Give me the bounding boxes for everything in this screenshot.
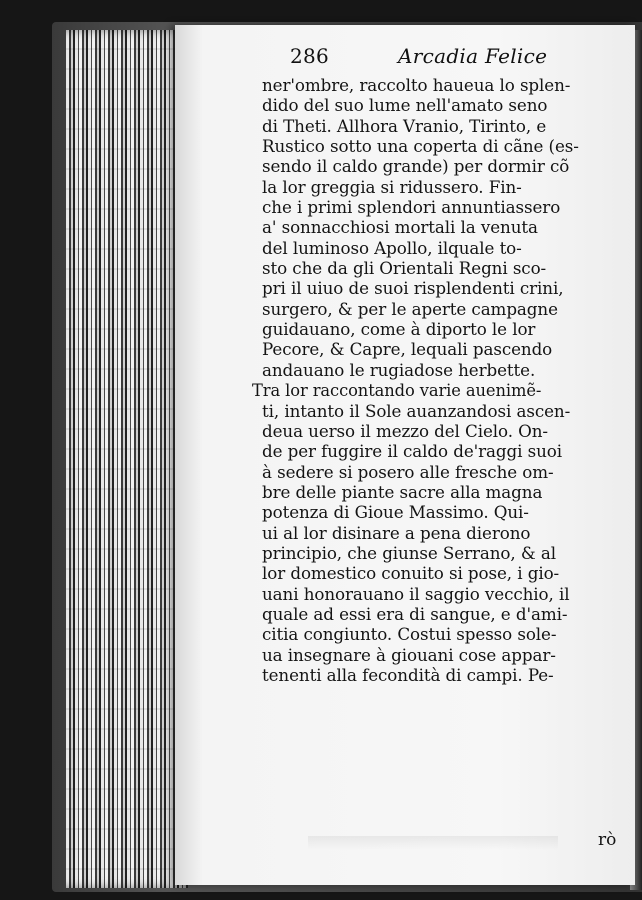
text-line: citia congiunto. Costui spesso sole-: [262, 625, 557, 646]
text-line: de per fuggire il caldo de'raggi suoi: [262, 442, 562, 463]
text-line: ui al lor disinare a pena dierono: [262, 523, 531, 544]
ink-bleed: [308, 836, 558, 850]
text-line: Tra lor raccontando varie auenimẽ-: [252, 381, 542, 402]
page-number: 286: [290, 44, 330, 68]
text-line: deua uerso il mezzo del Cielo. On-: [262, 421, 548, 442]
text-line: ner'ombre, raccolto haueua lo splen-: [262, 76, 571, 96]
text-line: Pecore, & Capre, lequali pascendo: [262, 340, 553, 361]
text-line: quale ad essi era di sangue, e d'ami-: [262, 604, 568, 625]
text-line: bre delle piante sacre alla magna: [262, 482, 543, 503]
text-line: ti, intanto il Sole auanzandosi ascen-: [262, 401, 571, 422]
text-line: lor domestico conuito si pose, i gio-: [262, 564, 560, 585]
text-line: principio, che giunse Serrano, & al: [262, 543, 556, 564]
text-line: ua insegnare à giouani cose appar-: [262, 645, 556, 666]
running-title: Arcadia Felice: [398, 44, 548, 68]
text-line: potenza di Gioue Massimo. Qui-: [262, 503, 529, 524]
text-line: che i primi splendori annuntiassero: [262, 198, 561, 219]
text-line: la lor greggia si ridussero. Fin-: [262, 177, 522, 198]
page-header: [290, 44, 620, 74]
text-line: a' sonnacchiosi mortali la venuta: [262, 218, 538, 239]
text-line: à sedere si posero alle fresche om-: [262, 462, 554, 483]
text-line: di Theti. Allhora Vranio, Tirinto, e: [262, 116, 547, 137]
text-line: Rustico sotto una coperta di cãne (es-: [262, 137, 579, 158]
text-line: guidauano, come à diporto le lor: [262, 320, 536, 341]
text-line: uani honorauano il saggio vecchio, il: [262, 584, 570, 605]
text-line: sto che da gli Orientali Regni sco-: [262, 259, 547, 280]
text-line: pri il uiuo de suoi risplendenti crini,: [262, 279, 564, 300]
text-line: del luminoso Apollo, ilquale to-: [262, 238, 522, 259]
text-line: dido del suo lume nell'amato seno: [262, 96, 548, 117]
body-text: [252, 76, 630, 686]
text-line: sendo il caldo grande) per dormir cõ: [262, 157, 570, 178]
text-line: andauano le rugiadose herbette.: [262, 360, 536, 381]
text-line: tenenti alla fecondità di campi. Pe-: [262, 665, 554, 686]
text-line: surgero, & per le aperte campagne: [262, 299, 558, 320]
page-edges: [66, 30, 188, 888]
catchword: rò: [598, 830, 617, 850]
